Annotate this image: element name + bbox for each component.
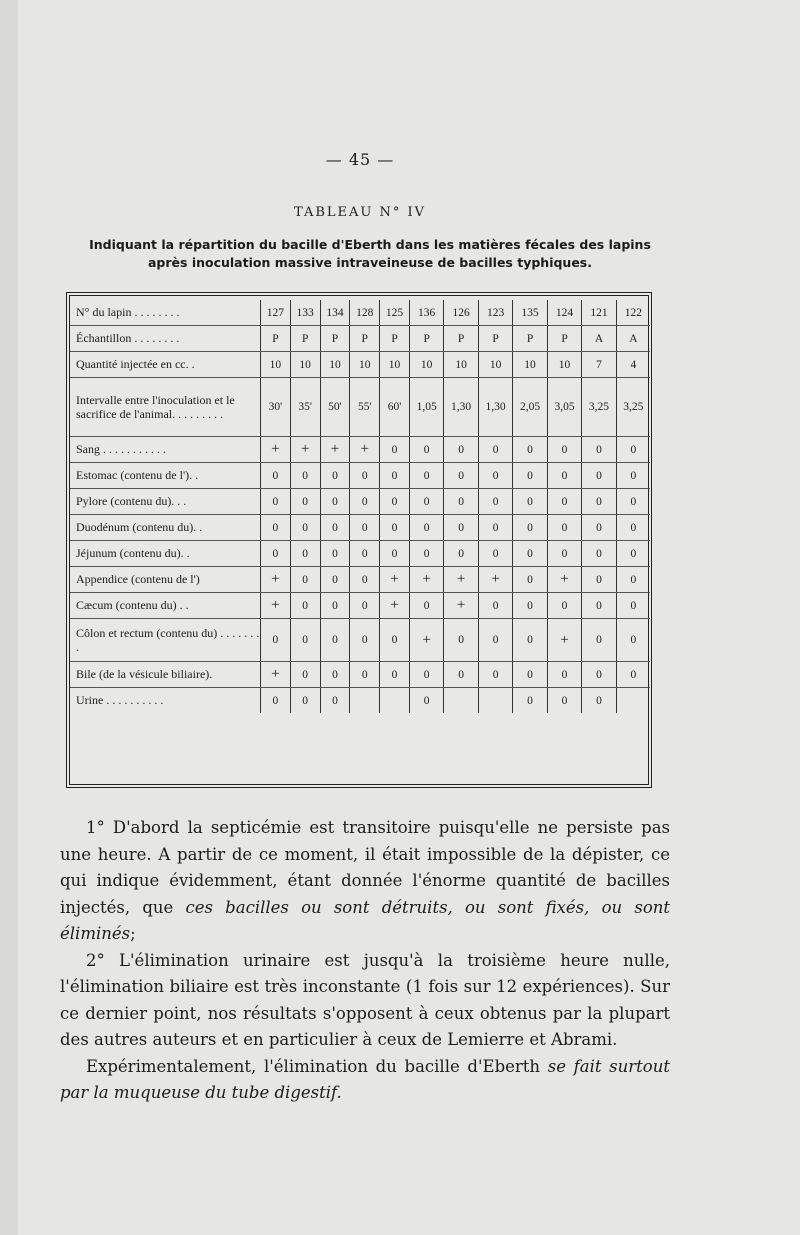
table-cell: 0	[409, 662, 443, 688]
table-cell: 0	[478, 463, 512, 489]
table-cell: 10	[547, 352, 581, 378]
table-cell: 0	[320, 489, 350, 515]
table-cell: 0	[290, 541, 320, 567]
table-cell: 0	[547, 515, 581, 541]
page-number: — 45 —	[325, 150, 395, 169]
row-label: Jéjunum (contenu du). .	[70, 541, 261, 567]
table-cell: P	[350, 326, 380, 352]
table-cell: 3,25	[616, 378, 650, 437]
table-cell: 0	[350, 515, 380, 541]
table-cell: 0	[616, 437, 650, 463]
table-cell: 0	[444, 619, 478, 662]
table-cell: 0	[261, 541, 291, 567]
table-cell: 3,05	[547, 378, 581, 437]
page-edge	[0, 0, 18, 1235]
table-cell: 0	[320, 688, 350, 714]
row-label: Bile (de la vésicule biliaire).	[70, 662, 261, 688]
table-cell: 1,30	[444, 378, 478, 437]
table-cell: 0	[616, 619, 650, 662]
table-cell: 0	[444, 489, 478, 515]
table-cell: 0	[582, 567, 616, 593]
table-cell: 10	[478, 352, 512, 378]
table-cell: 10	[444, 352, 478, 378]
table-cell: 0	[547, 541, 581, 567]
table-cell: 10	[409, 352, 443, 378]
table-cell	[616, 688, 650, 714]
table-cell: +	[444, 593, 478, 619]
table-cell: 0	[409, 489, 443, 515]
table-cell: 0	[582, 437, 616, 463]
table-cell: 124	[547, 300, 581, 326]
paragraph-3	[60, 1054, 670, 1107]
row-label: N° du lapin . . . . . . . .	[70, 300, 261, 326]
table-cell: P	[444, 326, 478, 352]
table-row	[70, 593, 650, 619]
table-cell: 0	[478, 662, 512, 688]
table-cell: 0	[409, 463, 443, 489]
row-label: Pylore (contenu du). . .	[70, 489, 261, 515]
table-cell: 0	[478, 489, 512, 515]
table-cell: 0	[261, 463, 291, 489]
table-cell: 0	[478, 437, 512, 463]
table-cell: P	[513, 326, 547, 352]
table-cell: A	[582, 326, 616, 352]
table-cell: 0	[261, 489, 291, 515]
table-cell: 35'	[290, 378, 320, 437]
table-cell: 2,05	[513, 378, 547, 437]
table-cell: 0	[320, 515, 350, 541]
table-cell: 0	[513, 489, 547, 515]
table-cell: 55'	[350, 378, 380, 437]
table-cell: 0	[582, 541, 616, 567]
table-cell: 0	[444, 437, 478, 463]
table-cell: 0	[320, 593, 350, 619]
table-row	[70, 326, 650, 352]
table-cell: 0	[513, 515, 547, 541]
paragraph-3-italic: se fait surtout par la muqueuse du tube digestif.	[60, 1056, 670, 1102]
table-cell: 0	[444, 541, 478, 567]
table-cell: 7	[582, 352, 616, 378]
table-cell: 0	[582, 463, 616, 489]
table-cell: 0	[409, 541, 443, 567]
table-cell: 0	[290, 489, 320, 515]
table-cell: 0	[409, 437, 443, 463]
row-label: Sang . . . . . . . . . . .	[70, 437, 261, 463]
table-cell: 125	[380, 300, 410, 326]
paragraph-1-end: ;	[130, 924, 136, 943]
table-row	[70, 688, 650, 714]
table-cell: 0	[616, 593, 650, 619]
table-cell: 0	[380, 662, 410, 688]
table-cell: 0	[261, 688, 291, 714]
table-cell: 0	[616, 541, 650, 567]
row-label: Intervalle entre l'inoculation et le sacrifice de l'animal. . . . . . . . .	[70, 378, 261, 437]
table-cell: 0	[547, 437, 581, 463]
table-row	[70, 489, 650, 515]
table-cell: 0	[616, 567, 650, 593]
table-title: TABLEAU N° IV	[293, 205, 427, 220]
row-label: Urine . . . . . . . . . .	[70, 688, 261, 714]
table-cell: P	[478, 326, 512, 352]
table-cell: 10	[320, 352, 350, 378]
table-cell: P	[547, 326, 581, 352]
table-cell: 122	[616, 300, 650, 326]
table-cell	[350, 688, 380, 714]
table-cell: 0	[513, 662, 547, 688]
table-cell: 0	[320, 619, 350, 662]
row-label: Côlon et rectum (contenu du) . . . . . . . .	[70, 619, 261, 662]
table-cell: +	[261, 662, 291, 688]
table-cell: 0	[350, 463, 380, 489]
paragraph-1-italic: ces bacilles ou sont détruits, ou sont fixés, ou sont éliminés	[60, 897, 671, 943]
table-cell: 0	[513, 463, 547, 489]
table-cell: +	[409, 567, 443, 593]
table-cell: 123	[478, 300, 512, 326]
table-cell: 0	[320, 567, 350, 593]
table-cell: 0	[290, 662, 320, 688]
table-cell: 133	[290, 300, 320, 326]
table-cell: +	[380, 593, 410, 619]
table-cell: 0	[444, 463, 478, 489]
table-row	[70, 352, 650, 378]
table-cell: 121	[582, 300, 616, 326]
table-cell: 127	[261, 300, 291, 326]
table-cell: 0	[409, 688, 443, 714]
table-row	[70, 541, 650, 567]
table-cell: 0	[616, 489, 650, 515]
table-cell: 1,05	[409, 378, 443, 437]
paragraph-2: 2° L'élimination urinaire est jusqu'à la troisième heure nulle, l'élimination biliaire est très inconstante (1 fois sur 12 expériences). Sur ce dernier point, nos résultats s'opposent à ceux obtenus par la plupart des autres auteurs et en particulier à ceux de Lemierre et Abrami.	[60, 950, 670, 1049]
table-cell: +	[409, 619, 443, 662]
table-cell: +	[547, 619, 581, 662]
table-cell: 0	[380, 463, 410, 489]
table-cell: 0	[380, 437, 410, 463]
table-cell: 10	[350, 352, 380, 378]
table-cell: 10	[513, 352, 547, 378]
table-cell: 0	[547, 662, 581, 688]
table-cell: 0	[547, 463, 581, 489]
paragraph-1-text: 1° D'abord la septicémie est transitoire puisqu'elle ne persiste pas une heure. A partir de ce moment, il était impossible de la dépister, ce qui indique évidemment, étant donnée l'énorme quantité de bacilles injectés, que	[60, 818, 670, 917]
table-cell: 3,25	[582, 378, 616, 437]
table-cell: 128	[350, 300, 380, 326]
table-cell: 0	[261, 619, 291, 662]
table-cell: 0	[409, 593, 443, 619]
table-cell: +	[380, 567, 410, 593]
table-cell: 0	[582, 489, 616, 515]
table-cell: 0	[380, 619, 410, 662]
data-table	[70, 300, 650, 713]
table-row	[70, 662, 650, 688]
table-cell: +	[261, 437, 291, 463]
table-cell: 30'	[261, 378, 291, 437]
table-cell: 0	[513, 567, 547, 593]
table-cell: 0	[380, 515, 410, 541]
table-cell: 0	[547, 593, 581, 619]
table-cell: 0	[444, 662, 478, 688]
table-caption: Indiquant la répartition du bacille d'Eberth dans les matières fécales des lapins après inoculation massive intraveineuse de bacilles typhiques.	[89, 237, 651, 270]
table-cell: 10	[290, 352, 320, 378]
table-cell: 0	[444, 515, 478, 541]
table-cell: 0	[350, 619, 380, 662]
table-cell: +	[290, 437, 320, 463]
table-row	[70, 437, 650, 463]
table-cell: 0	[261, 515, 291, 541]
table-cell: +	[444, 567, 478, 593]
table-cell: 0	[350, 489, 380, 515]
body-text	[60, 815, 670, 1107]
table-row	[70, 567, 650, 593]
table-cell: 136	[409, 300, 443, 326]
table-cell: +	[350, 437, 380, 463]
table-cell	[478, 688, 512, 714]
table-cell: 0	[409, 515, 443, 541]
table-cell: 0	[513, 593, 547, 619]
table-cell: 0	[350, 541, 380, 567]
table-row	[70, 463, 650, 489]
row-label: Échantillon . . . . . . . .	[70, 326, 261, 352]
table-cell: 0	[513, 541, 547, 567]
table-cell: 0	[616, 515, 650, 541]
table-cell: 0	[547, 489, 581, 515]
table-cell: 0	[582, 688, 616, 714]
table-row	[70, 300, 650, 326]
table-cell: P	[380, 326, 410, 352]
table-cell: P	[290, 326, 320, 352]
table-cell: A	[616, 326, 650, 352]
table-cell: 0	[350, 593, 380, 619]
table-cell: 0	[380, 541, 410, 567]
row-label: Cæcum (contenu du) . .	[70, 593, 261, 619]
table-cell: P	[261, 326, 291, 352]
table-cell: +	[547, 567, 581, 593]
table-cell: 0	[582, 662, 616, 688]
table-cell: 10	[380, 352, 410, 378]
paragraph-1	[60, 815, 670, 948]
row-label: Appendice (contenu de l')	[70, 567, 261, 593]
table-cell: 10	[261, 352, 291, 378]
table-cell: 0	[582, 619, 616, 662]
table-cell: 0	[478, 619, 512, 662]
table-cell: 0	[478, 593, 512, 619]
row-label: Estomac (contenu de l'). .	[70, 463, 261, 489]
table-cell: +	[320, 437, 350, 463]
table-cell: 60'	[380, 378, 410, 437]
row-label: Duodénum (contenu du). .	[70, 515, 261, 541]
table-cell: 0	[320, 463, 350, 489]
table-cell: 0	[290, 515, 320, 541]
table-cell: 0	[290, 593, 320, 619]
table-cell: 0	[290, 567, 320, 593]
table-cell: 0	[547, 688, 581, 714]
table-cell: 0	[290, 619, 320, 662]
table-cell	[444, 688, 478, 714]
table-cell: 0	[478, 541, 512, 567]
table-cell: 0	[350, 567, 380, 593]
table-cell: 0	[582, 515, 616, 541]
table-cell: +	[261, 567, 291, 593]
table-cell: 135	[513, 300, 547, 326]
table-cell: P	[409, 326, 443, 352]
table-row	[70, 515, 650, 541]
table-cell: +	[478, 567, 512, 593]
paragraph-3-text: Expérimentalement, l'élimination du bacille d'Eberth	[86, 1056, 548, 1076]
table-cell: 0	[616, 662, 650, 688]
table-cell: 126	[444, 300, 478, 326]
table-row	[70, 378, 650, 437]
table-cell: 0	[320, 662, 350, 688]
table-cell: 0	[350, 662, 380, 688]
table-cell: 0	[513, 437, 547, 463]
table-cell: 0	[616, 463, 650, 489]
table-cell	[380, 688, 410, 714]
table-cell: 0	[582, 593, 616, 619]
table-cell: P	[320, 326, 350, 352]
table-cell: 0	[513, 619, 547, 662]
table-cell: 0	[478, 515, 512, 541]
table-row	[70, 619, 650, 662]
table-cell: 0	[513, 688, 547, 714]
table-cell: 134	[320, 300, 350, 326]
table-cell: 0	[290, 463, 320, 489]
table-cell: +	[261, 593, 291, 619]
table-cell: 50'	[320, 378, 350, 437]
row-label: Quantité injectée en cc. .	[70, 352, 261, 378]
table-cell: 0	[380, 489, 410, 515]
table-cell: 0	[320, 541, 350, 567]
table-cell: 4	[616, 352, 650, 378]
table-cell: 1,30	[478, 378, 512, 437]
table-cell: 0	[290, 688, 320, 714]
